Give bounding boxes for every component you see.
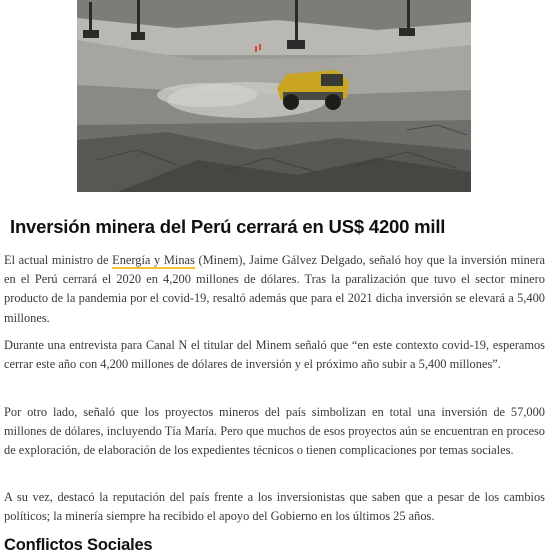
article-headline: Inversión minera del Perú cerrará en US$ 4200 mill — [10, 216, 446, 237]
section-subheading: Conflictos Sociales — [4, 536, 153, 554]
article-paragraph-4: A su vez, destacó la reputación del país frente a los inversionistas que saben que a pesar de los cambios políticos; la minería siempre ha recibido el apoyo del Gobierno en los últimos 25 años. — [4, 490, 545, 524]
article-paragraph-2: Durante una entrevista para Canal N el titular del Minem señaló que “en este contexto covid-19, esperamos cerrar este año con 4,200 millones de dólares de inversión y el próximo año subir a 5,400 millones”. — [4, 338, 545, 372]
paragraph-1-text-before: El actual ministro de — [4, 253, 113, 267]
article-paragraph-3: Por otro lado, señaló que los proyectos mineros del país simbolizan en total una inversión de 57,000 millones de dólares, incluyendo Tía María. Pero que muchos de esos proyectos aún se encuentran en proceso de exploración, de elaboración de los expedientes técnicos o tienen complicaciones por temas sociales. — [4, 405, 545, 458]
paragraph-1-text-after: (Minem), Jaime Gálvez Delgado, señaló hoy que la inversión minera en el Perú cerrará el 2020 en 4,200 millones de dólares. Tras la paralización que tuvo el sector minero producto de la pandemia por el covid-19, resaltó además que para el 2021 dicha inversión se elevará a 5,400 millones. — [4, 253, 545, 325]
energia-y-minas-link[interactable]: Energía y Minas — [112, 253, 195, 267]
article-paragraph-1 — [4, 251, 545, 328]
article-photo — [77, 0, 471, 192]
mining-scene-illustration — [77, 0, 471, 192]
